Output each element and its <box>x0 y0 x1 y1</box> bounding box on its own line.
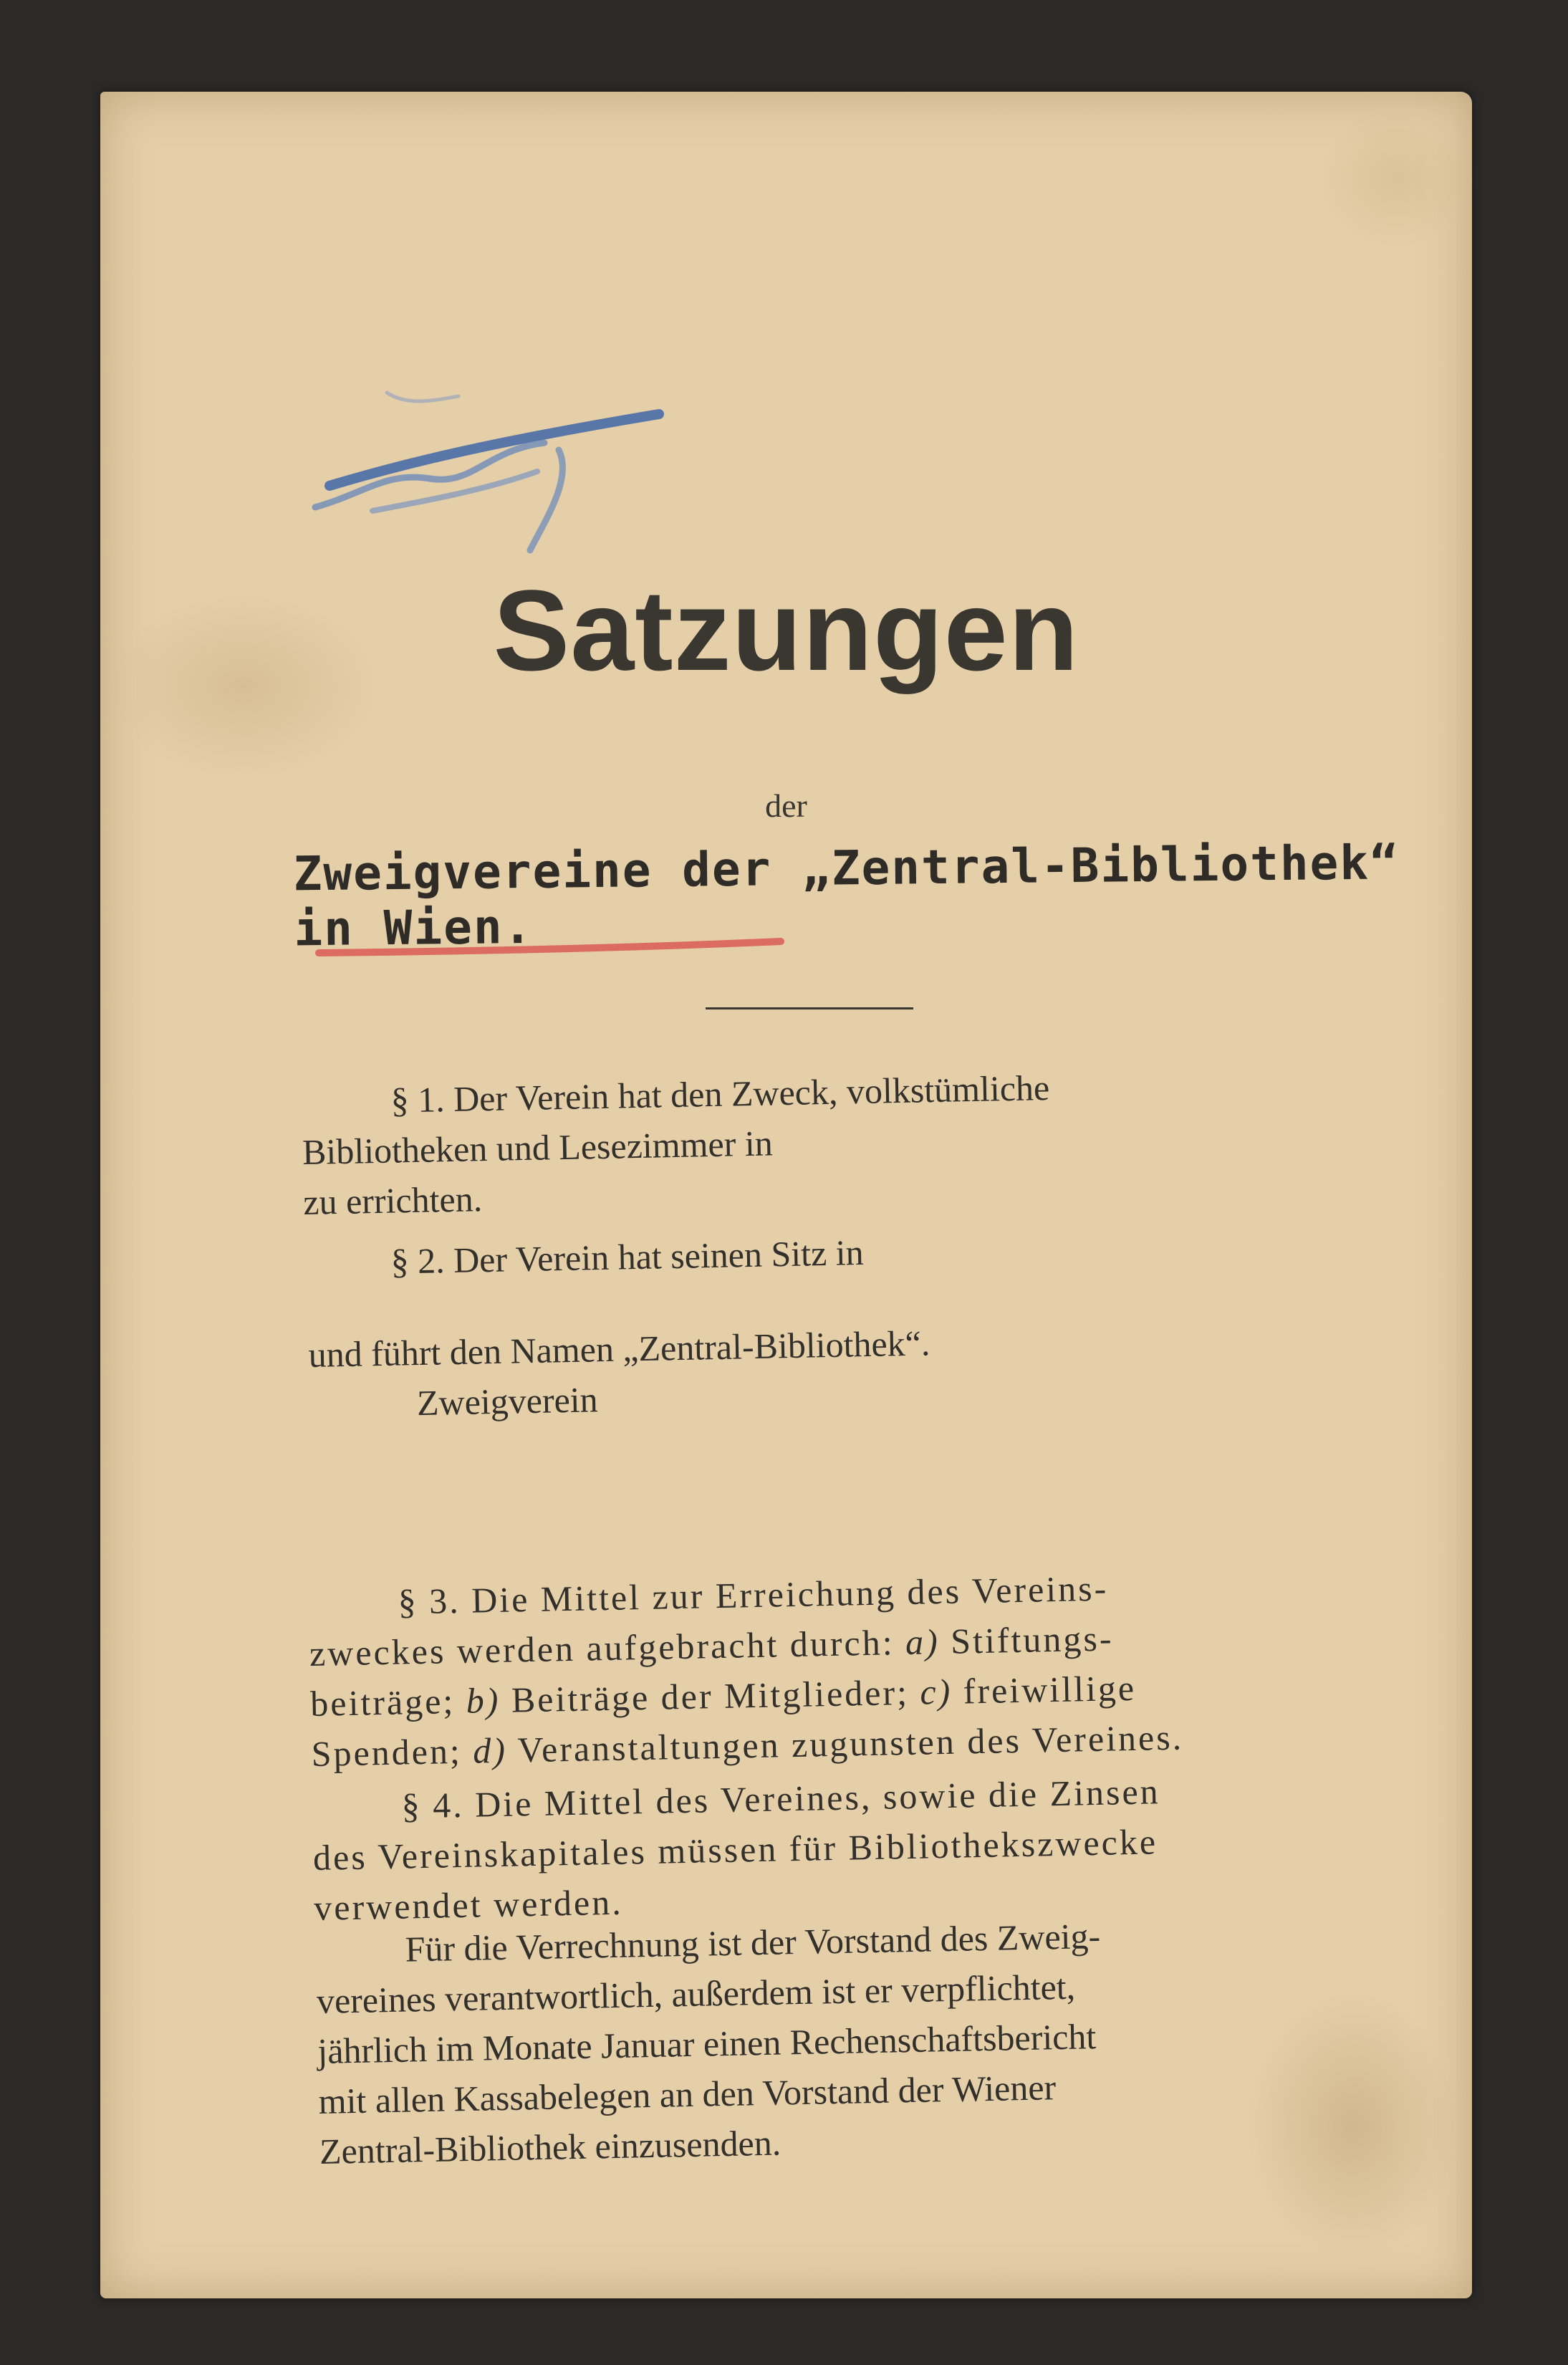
text-line: Zentral-Bibliothek einzusenden. <box>319 2122 781 2172</box>
paragraph-2 <box>301 1227 864 1288</box>
paragraph-5 <box>315 1911 1105 2177</box>
text-line: des Vereinskapitales müssen für Bibliothekszwecke <box>312 1821 1158 1878</box>
text-line: vereines verantwortlich, außerdem ist er verpflichtet, <box>316 1966 1076 2021</box>
paragraph-3 <box>308 1562 1184 1779</box>
text-line: § 4. Die Mittel des Vereines, sowie die Zinsen <box>401 1771 1161 1826</box>
text-line: mit allen Kassabelegen an den Vorstand der Wiener <box>318 2067 1057 2121</box>
document-subtitle: Zweigvereine der „Zentral-Bibliothek“ in Wien. <box>293 835 1400 957</box>
paper-stain <box>1318 106 1476 249</box>
text-fragment: Veranstaltungen zugunsten des Vereines. <box>516 1717 1184 1770</box>
text-line: § 3. Die Mittel zur Erreichung des Vereins- <box>398 1568 1109 1622</box>
list-marker: b) <box>466 1679 501 1721</box>
text-line: Bibliotheken und Lesezimmer in <box>302 1123 774 1172</box>
text-line: verwendet werden. <box>313 1881 624 1928</box>
text-line: § 2. Der Verein hat seinen Sitz in <box>390 1232 865 1282</box>
blue-pencil-scribble <box>301 364 688 572</box>
text-line: Zweigverein <box>416 1379 599 1424</box>
document-page <box>100 92 1472 2298</box>
paragraph-4 <box>312 1766 1163 1933</box>
text-fragment: freiwillige <box>963 1667 1137 1712</box>
document-title: Satzungen <box>493 566 1079 694</box>
list-marker: c) <box>919 1671 953 1712</box>
divider-rule <box>706 1007 913 1009</box>
text-fragment: beiträge; <box>309 1681 456 1724</box>
text-line: zu errichten. <box>302 1179 483 1222</box>
paragraph-2-continued <box>308 1318 931 1430</box>
list-marker: d) <box>472 1730 508 1771</box>
text-line: Für die Verrechnung ist der Vorstand des Zweig- <box>405 1915 1101 1970</box>
text-line: jährlich im Monate Januar einen Rechenschaftsbericht <box>317 2016 1097 2071</box>
text-fragment: Stiftungs- <box>950 1618 1114 1661</box>
list-marker: a) <box>905 1621 941 1662</box>
title-connector: der <box>765 787 807 824</box>
text-fragment: Spenden; <box>311 1730 463 1774</box>
text-line: § 1. Der Verein hat den Zweck, volkstümliche <box>390 1067 1050 1121</box>
text-fragment: Beiträge der Mitglieder; <box>511 1671 910 1720</box>
red-pencil-underline <box>315 937 788 959</box>
text-line: und führt den Namen „Zentral-Bibliothek“. <box>308 1323 930 1375</box>
paragraph-1 <box>301 1062 1052 1227</box>
paper-stain <box>1246 1990 1461 2263</box>
text-fragment: zweckes werden aufgebracht durch: <box>309 1622 895 1674</box>
